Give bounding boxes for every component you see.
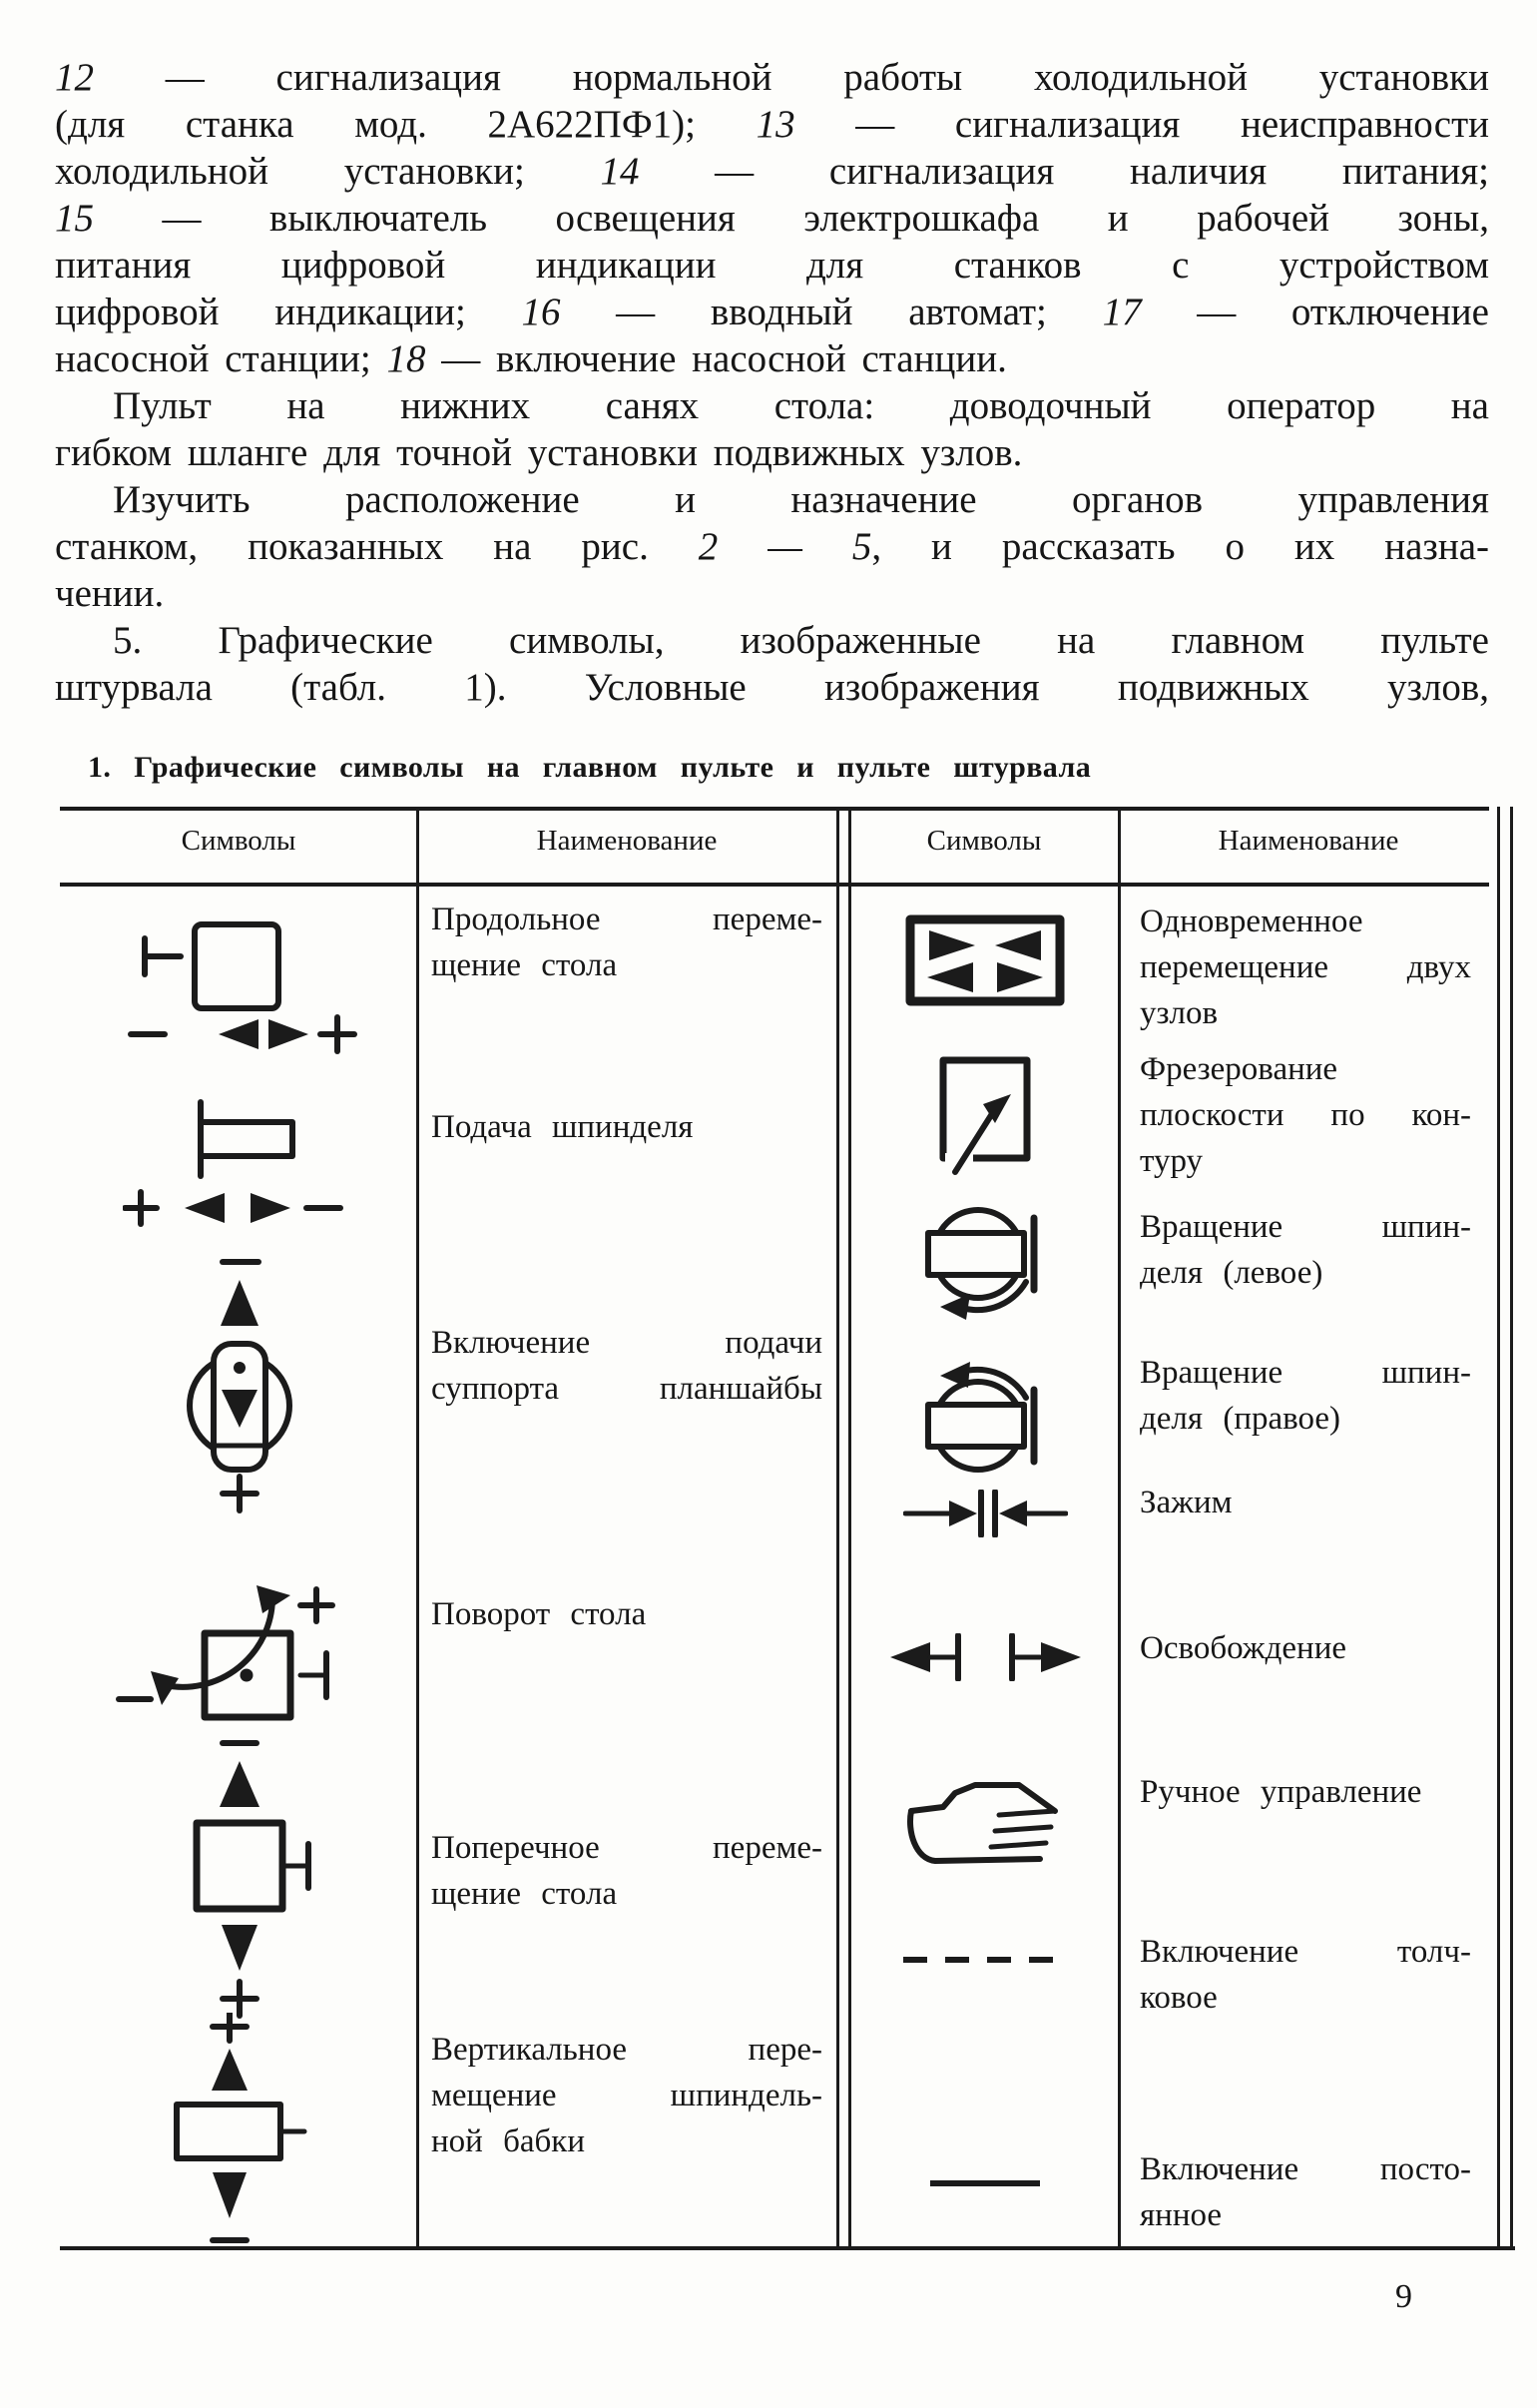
symbol-name bbox=[431, 1591, 822, 1637]
symbol-name bbox=[1140, 1929, 1471, 2021]
header-symbols-right: Символы bbox=[926, 825, 1042, 857]
symbol-jog-switching-icon bbox=[850, 1955, 1120, 1965]
name-line: Поворот стола bbox=[431, 1596, 647, 1632]
intro-text-segment: холодильной установки; bbox=[55, 150, 601, 193]
symbol-name bbox=[1140, 1625, 1471, 1671]
intro-line bbox=[55, 335, 1489, 382]
header-name-right: Наименование bbox=[1218, 825, 1399, 857]
right-border-b bbox=[1510, 807, 1513, 2248]
table-title: 1. Графические символы на главном пульте и пульте штурвала bbox=[88, 751, 1092, 784]
name-line: янное bbox=[1140, 2197, 1223, 2233]
page-number: 9 bbox=[1395, 2278, 1412, 2315]
intro-line bbox=[55, 570, 1489, 617]
intro-line bbox=[55, 289, 1489, 335]
name-line: Вращение шпин- bbox=[1140, 1355, 1471, 1391]
symbol-spindle-rotation-right-icon bbox=[850, 1346, 1120, 1486]
intro-text-segment: (для станка мод. 2А622ПФ1); bbox=[55, 103, 757, 146]
header-symbols-left: Символы bbox=[181, 825, 296, 857]
symbol-name bbox=[431, 2027, 822, 2164]
header-name-left: Наименование bbox=[536, 825, 718, 857]
intro-line bbox=[55, 664, 1489, 711]
name-line: туру bbox=[1140, 1143, 1204, 1179]
name-line: Включение подачи bbox=[431, 1325, 822, 1361]
italic-number: 17 bbox=[1102, 291, 1142, 333]
name-line: Фрезерование bbox=[1140, 1051, 1338, 1087]
symbol-name bbox=[431, 1320, 822, 1412]
symbol-name bbox=[1140, 2146, 1471, 2238]
intro-line bbox=[55, 617, 1489, 664]
intro-text-segment: — включение насосной станции. bbox=[425, 337, 1007, 380]
symbol-cross-table-move-icon bbox=[62, 1735, 417, 2025]
intro-text-segment: — сигнализация наличия питания; bbox=[639, 150, 1489, 193]
name-line: Продольное переме- bbox=[431, 902, 822, 937]
intro-text-segment: 5. Графические символы, изображенные на главном пульте bbox=[113, 619, 1489, 662]
intro-text-segment: — выключатель освещения электрошкафа и рабочей зоны, bbox=[94, 197, 1489, 240]
intro-text-segment: Пульт на нижних санях стола: доводочный оператор на bbox=[113, 384, 1489, 427]
intro-line bbox=[55, 476, 1489, 523]
intro-text-segment: чении. bbox=[55, 572, 165, 615]
intro-text-segment: — отключение bbox=[1141, 291, 1489, 333]
intro-text-segment: насосной станции; bbox=[55, 337, 387, 380]
italic-number: 16 bbox=[521, 291, 561, 333]
name-line: Включение посто- bbox=[1140, 2151, 1471, 2187]
name-line: Вращение шпин- bbox=[1140, 1209, 1471, 1245]
intro-text-segment: , и рассказать о их назна- bbox=[871, 525, 1489, 568]
italic-number: 14 bbox=[600, 150, 640, 193]
symbol-faceplate-support-feed-icon bbox=[62, 1254, 417, 1518]
italic-number: 18 bbox=[386, 337, 426, 380]
italic-number: 13 bbox=[756, 103, 795, 146]
symbol-name bbox=[1140, 899, 1471, 1036]
name-line: деля (левое) bbox=[1140, 1255, 1323, 1291]
table-border-top bbox=[60, 807, 1489, 811]
name-line: ной бабки bbox=[431, 2123, 585, 2159]
name-line: щение стола bbox=[431, 1876, 618, 1912]
name-line: щение стола bbox=[431, 947, 618, 983]
intro-text-segment: — вводный автомат; bbox=[560, 291, 1103, 333]
symbol-name bbox=[431, 897, 822, 988]
intro-line bbox=[55, 54, 1489, 101]
name-line: деля (правое) bbox=[1140, 1401, 1341, 1437]
center-divider-a bbox=[836, 807, 839, 2248]
name-line: перемещение двух bbox=[1140, 949, 1471, 985]
intro-text-segment: — сигнализация неисправности bbox=[794, 103, 1489, 146]
name-line: Подача шпинделя bbox=[431, 1109, 694, 1145]
symbol-name bbox=[1140, 1769, 1471, 1815]
symbol-name bbox=[1140, 1480, 1471, 1525]
symbol-name bbox=[431, 1825, 822, 1917]
name-line: Освобождение bbox=[1140, 1630, 1347, 1666]
symbol-clamp-icon bbox=[850, 1490, 1120, 1537]
intro-line bbox=[55, 101, 1489, 148]
intro-line bbox=[55, 382, 1489, 429]
intro-text-segment: гибком шланге для точной установки подвижных узлов. bbox=[55, 431, 1023, 474]
intro-line bbox=[55, 523, 1489, 570]
symbol-longitudinal-table-move-icon bbox=[62, 916, 417, 1054]
name-line: мещение шпиндель- bbox=[431, 2078, 822, 2113]
symbol-continuous-switching-icon bbox=[850, 2178, 1120, 2188]
symbol-spindle-feed-icon bbox=[62, 1096, 417, 1231]
symbol-name bbox=[1140, 1046, 1471, 1184]
intro-text-segment: питания цифровой индикации для станков с устройством bbox=[55, 244, 1489, 287]
intro-text-segment: станком, показанных на рис. bbox=[55, 525, 699, 568]
symbol-two-units-simultaneous-icon bbox=[850, 914, 1120, 1006]
symbol-name bbox=[1140, 1350, 1471, 1442]
symbol-manual-control-icon bbox=[850, 1769, 1120, 1869]
name-line: Зажим bbox=[1140, 1485, 1233, 1520]
italic-number: 2 — 5 bbox=[698, 525, 872, 568]
intro-line bbox=[55, 148, 1489, 195]
name-line: Поперечное переме- bbox=[431, 1830, 822, 1866]
italic-number: 15 bbox=[55, 197, 94, 240]
symbol-release-icon bbox=[850, 1633, 1120, 1681]
table-header-separator bbox=[60, 883, 1489, 887]
name-line: плоскости по кон- bbox=[1140, 1097, 1471, 1133]
symbol-name bbox=[431, 1104, 822, 1150]
intro-text-segment: Изучить расположение и назначение органов управления bbox=[113, 478, 1489, 521]
intro-line bbox=[55, 242, 1489, 289]
name-line: ковое bbox=[1140, 1980, 1218, 2016]
italic-number: 12 bbox=[55, 56, 94, 99]
intro-text-segment: цифровой индикации; bbox=[55, 291, 522, 333]
symbol-spindle-rotation-left-icon bbox=[850, 1190, 1120, 1330]
intro-paragraphs bbox=[55, 54, 1489, 711]
name-line: узлов bbox=[1140, 995, 1219, 1031]
name-line: Ручное управление bbox=[1140, 1774, 1422, 1810]
intro-line bbox=[55, 195, 1489, 242]
intro-text-segment: — сигнализация нормальной работы холодильной установки bbox=[94, 56, 1489, 99]
name-line: Включение толч- bbox=[1140, 1934, 1471, 1970]
symbol-spindle-head-vertical-icon bbox=[62, 2013, 417, 2248]
intro-text-segment: штурвала (табл. 1). Условные изображения подвижных узлов, bbox=[55, 666, 1489, 709]
intro-line bbox=[55, 429, 1489, 476]
symbol-contour-plane-milling-icon bbox=[850, 1054, 1120, 1179]
name-line: Одновременное bbox=[1140, 903, 1363, 939]
name-line: Вертикальное пере- bbox=[431, 2032, 822, 2068]
right-border-a bbox=[1497, 807, 1500, 2248]
name-line: суппорта планшайбы bbox=[431, 1371, 822, 1407]
symbol-name bbox=[1140, 1204, 1471, 1296]
